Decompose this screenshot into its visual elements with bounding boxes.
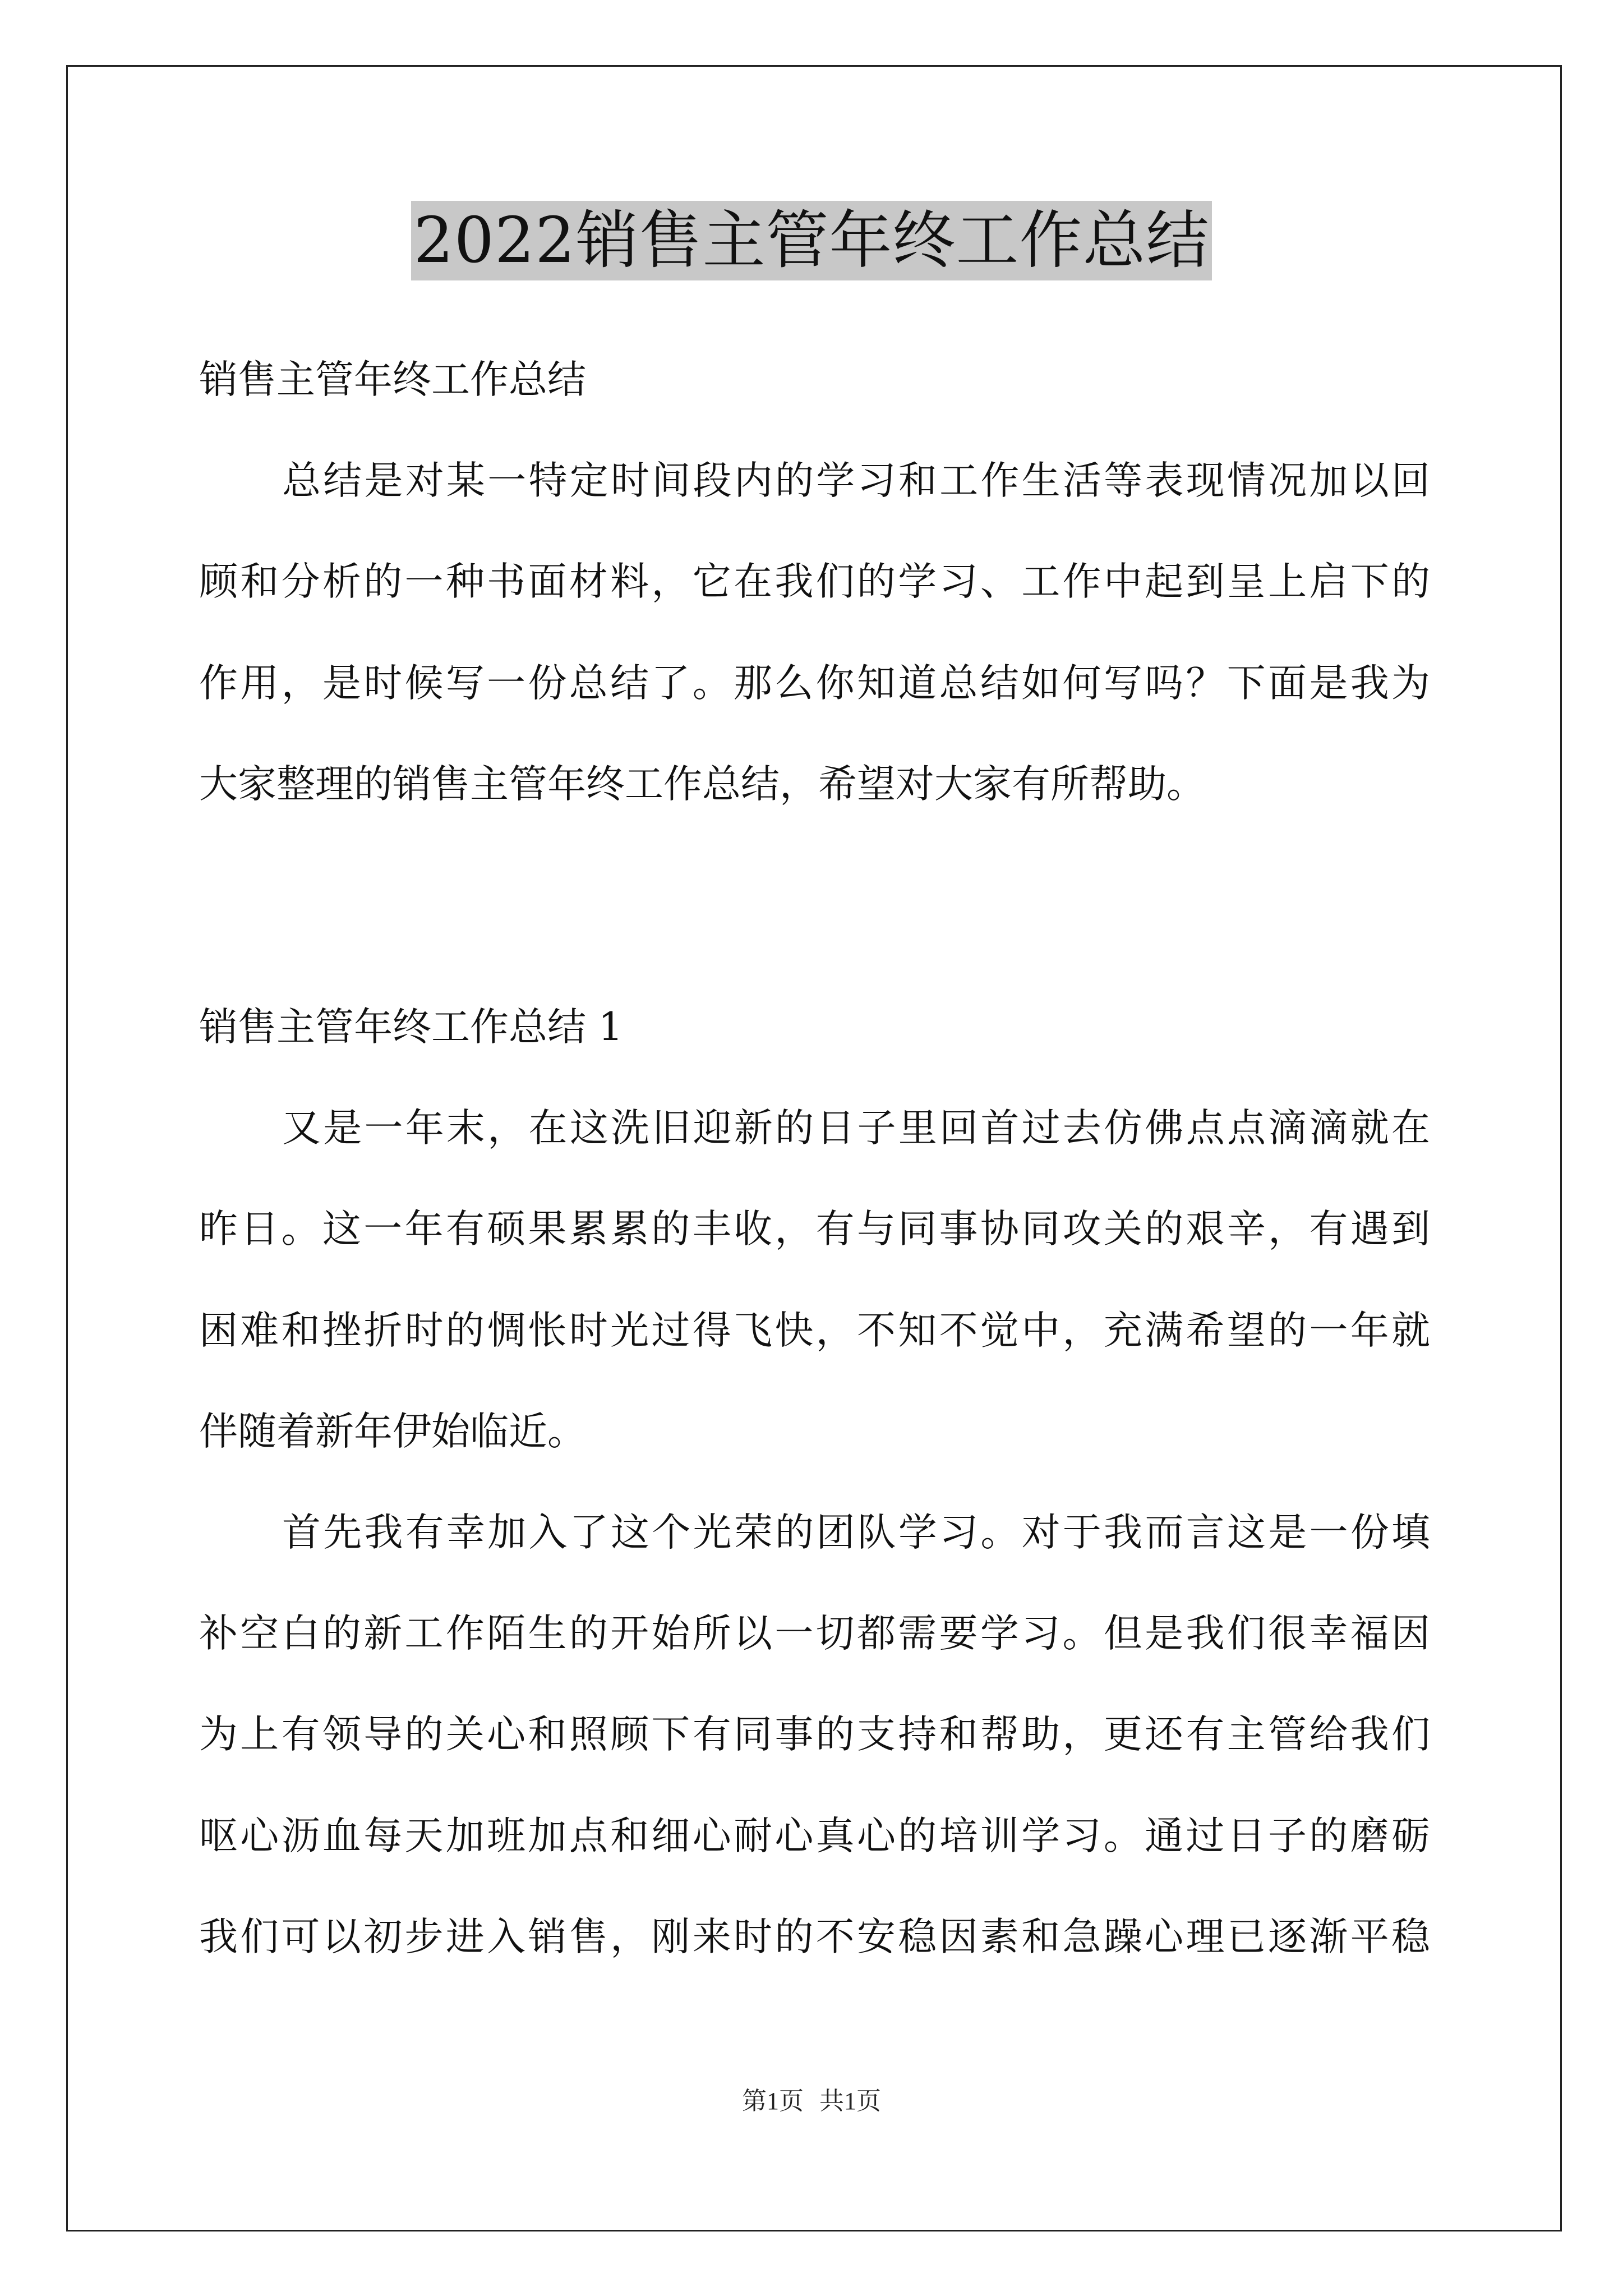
page-footer [0, 2085, 1623, 2118]
paragraph-line: 昨日。这一年有硕果累累的丰收，有与同事协同攻关的艰辛，有遇到 [199, 1207, 1430, 1251]
page-number: 第1页 [742, 2087, 804, 2115]
paragraph-line: 困难和挫折时的惆怅时光过得飞快，不知不觉中，充满希望的一年就 [199, 1308, 1430, 1353]
paragraph-line: 伴随着新年伊始临近。 [199, 1409, 586, 1454]
paragraph-line: 补空白的新工作陌生的开始所以一切都需要学习。但是我们很幸福因 [199, 1611, 1430, 1656]
paragraph-line: 呕心沥血每天加班加点和细心耐心真心的培训学习。通过日子的磨砺 [199, 1814, 1430, 1858]
paragraph-line: 又是一年末，在这洗旧迎新的日子里回首过去仿佛点点滴滴就在 [282, 1106, 1430, 1151]
document-title [0, 201, 1623, 280]
paragraph-line: 为上有领导的关心和照顾下有同事的支持和帮助，更还有主管给我们 [199, 1712, 1430, 1757]
paragraph-line: 我们可以初步进入销售，刚来时的不安稳因素和急躁心理已逐渐平稳 [199, 1915, 1430, 1959]
intro-line: 顾和分析的一种书面材料，它在我们的学习、工作中起到呈上启下的 [199, 559, 1430, 604]
intro-line: 大家整理的销售主管年终工作总结，希望对大家有所帮助。 [199, 762, 1205, 807]
document-title-text: 2022销售主管年终工作总结 [411, 201, 1211, 280]
section-heading-main: 销售主管年终工作总结 [199, 357, 586, 402]
intro-line: 作用，是时候写一份总结了。那么你知道总结如何写吗？下面是我为 [199, 661, 1430, 706]
page-total: 共1页 [819, 2087, 881, 2115]
paragraph-line: 首先我有幸加入了这个光荣的团队学习。对于我而言这是一份填 [282, 1510, 1430, 1555]
intro-line: 总结是对某一特定时间段内的学习和工作生活等表现情况加以回 [282, 458, 1430, 503]
section-heading-1: 销售主管年终工作总结 1 [199, 1005, 623, 1050]
